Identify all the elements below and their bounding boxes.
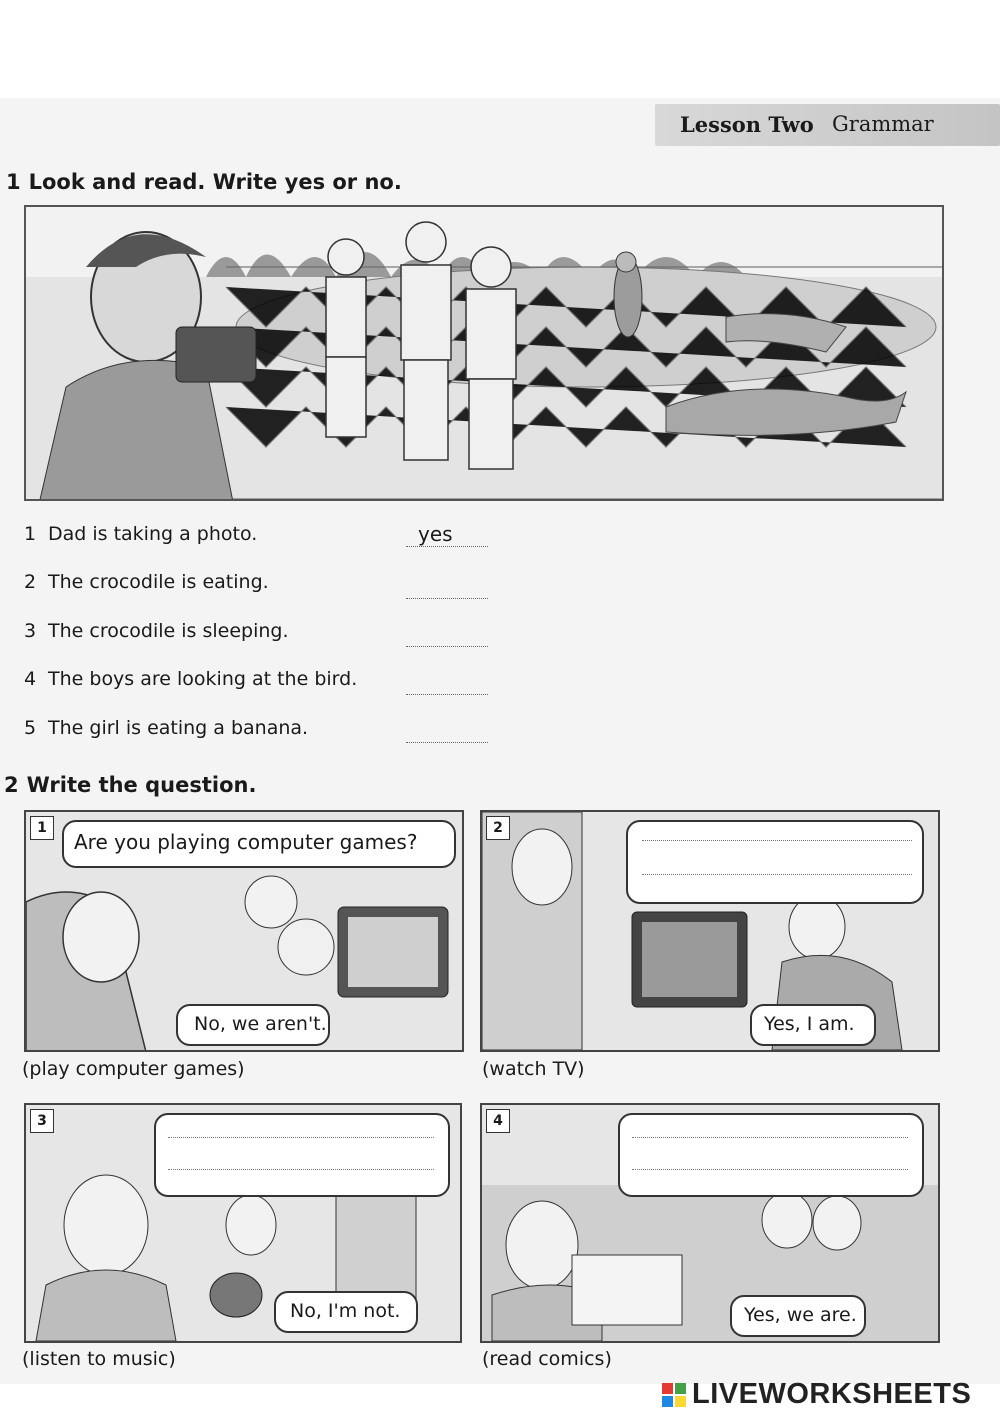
answer-line-4[interactable]	[406, 670, 488, 695]
exercise2-title	[4, 773, 256, 797]
caption-4: (read comics)	[482, 1348, 612, 1370]
liveworksheets-logo-icon	[662, 1383, 686, 1407]
exercise1-item-2	[24, 571, 269, 593]
exercise2-number: 2	[4, 773, 19, 797]
exercise2-instruction: Write the question.	[26, 773, 257, 797]
item-text: The crocodile is eating.	[48, 571, 269, 593]
zoo-illustration	[24, 205, 944, 501]
exercise1-item-3	[24, 620, 289, 642]
exercise1-item-5	[24, 717, 308, 739]
exercise1-title	[6, 170, 402, 194]
question-bubble-3	[154, 1113, 450, 1197]
item-text: The boys are looking at the bird.	[48, 668, 358, 690]
item-text: The girl is eating a banana.	[48, 717, 309, 739]
caption-2: (watch TV)	[482, 1058, 585, 1080]
question-line-2a[interactable]	[642, 840, 912, 841]
answer-line-3[interactable]	[406, 622, 488, 647]
question-line-2b[interactable]	[642, 874, 912, 875]
exercise1-item-1	[24, 523, 257, 545]
answer-line-1[interactable]	[406, 522, 488, 547]
comic-panel-2	[480, 810, 940, 1052]
question-text-1[interactable]: Are you playing computer games?	[74, 830, 418, 854]
panel-number: 1	[30, 816, 54, 840]
answer-line-2[interactable]	[406, 574, 488, 599]
zoo-scene-drawing	[26, 207, 942, 499]
question-bubble-4	[618, 1113, 924, 1197]
panel-number: 4	[486, 1109, 510, 1133]
panel-number: 2	[486, 816, 510, 840]
reply-text-2: Yes, I am.	[764, 1013, 855, 1035]
item-number: 3	[24, 620, 37, 642]
panel-number: 3	[30, 1109, 54, 1133]
comic-panel-4	[480, 1103, 940, 1343]
caption-1: (play computer games)	[22, 1058, 245, 1080]
question-line-4a[interactable]	[632, 1137, 908, 1138]
caption-3: (listen to music)	[22, 1348, 176, 1370]
item-text: The crocodile is sleeping.	[48, 620, 289, 642]
lesson-topic: Grammar	[832, 112, 934, 136]
exercise1-instruction: Look and read. Write yes or no.	[28, 170, 402, 194]
comic-panel-3	[24, 1103, 462, 1343]
exercise1-number: 1	[6, 170, 21, 194]
comic-panel-1	[24, 810, 464, 1052]
reply-text-1: No, we aren't.	[194, 1013, 327, 1035]
question-bubble-2	[626, 820, 924, 904]
exercise1-item-4	[24, 668, 357, 690]
item-number: 1	[24, 523, 37, 545]
reply-text-4: Yes, we are.	[744, 1304, 857, 1326]
reply-text-3: No, I'm not.	[290, 1300, 401, 1322]
answer-line-5[interactable]	[406, 718, 488, 743]
item-number: 5	[24, 717, 37, 739]
question-line-3a[interactable]	[168, 1137, 434, 1138]
item-text: Dad is taking a photo.	[48, 523, 258, 545]
liveworksheets-brand[interactable]: LIVEWORKSHEETS	[692, 1378, 972, 1410]
item-number: 4	[24, 668, 37, 690]
question-line-3b[interactable]	[168, 1169, 434, 1170]
question-line-4b[interactable]	[632, 1169, 908, 1170]
item-number: 2	[24, 571, 37, 593]
answer-1[interactable]: yes	[418, 522, 453, 546]
lesson-title: Lesson Two	[680, 112, 814, 137]
